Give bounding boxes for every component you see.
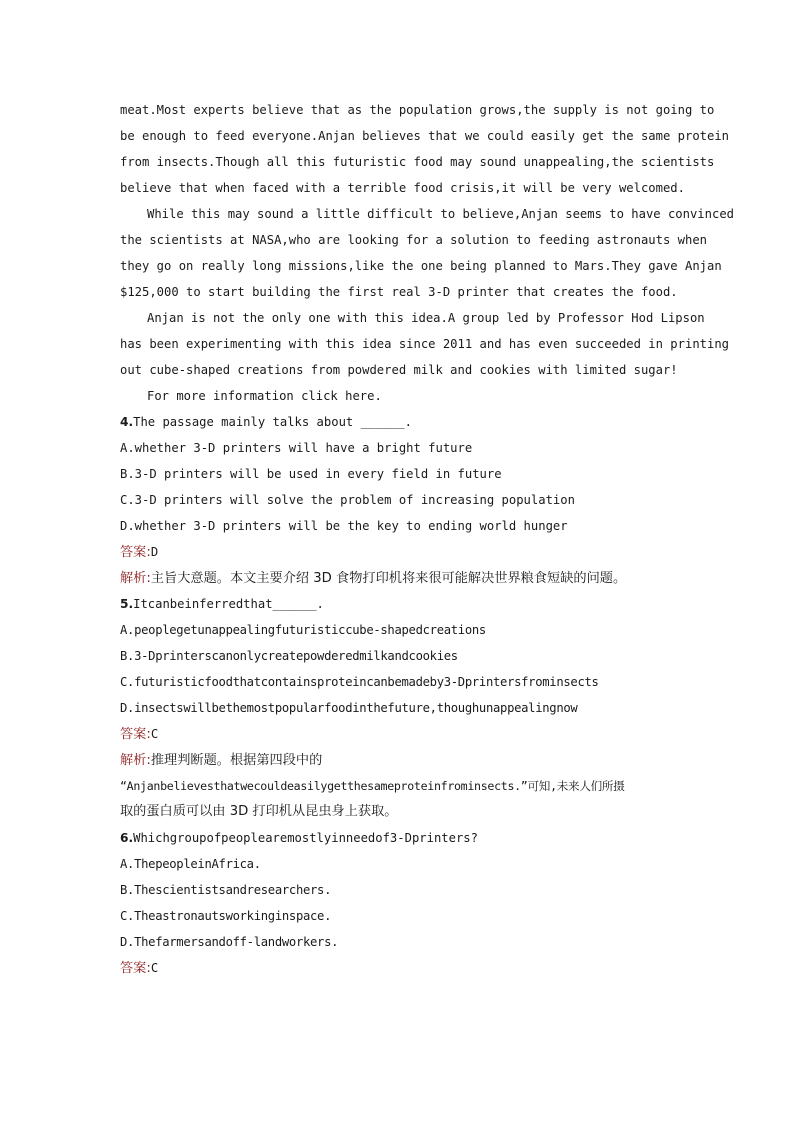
- answer-label: 答案:: [120, 545, 151, 560]
- passage-line: believe that when faced with a terrible food crisis,it will be very welcomed.: [120, 181, 685, 195]
- passage-line: the scientists at NASA,who are looking for a solution to feeding astronauts when: [120, 233, 707, 247]
- question-number: 4.: [120, 415, 134, 429]
- question-4: [120, 409, 676, 435]
- question-number: 6.: [120, 831, 134, 845]
- option-c: C.Theastronautsworkinginspace.: [120, 909, 332, 923]
- passage-line: While this may sound a little difficult to believe,Anjan seems to have convinced: [147, 207, 734, 221]
- analysis-text: 推理判断题。根据第四段中的: [150, 753, 323, 768]
- option-b: B.3-D printers will be used in every field in future: [120, 467, 502, 481]
- document-page: [120, 97, 734, 981]
- answer-line: [120, 955, 676, 981]
- option-a: A.peoplegetunappealingfuturisticcube-shapedcreations: [120, 623, 486, 637]
- option-d: D.whether 3-D printers will be the key to ending world hunger: [120, 519, 568, 533]
- passage-line: has been experimenting with this idea since 2011 and has even succeeded in printing: [120, 337, 730, 351]
- passage-line: out cube-shaped creations from powdered milk and cookies with limited sugar!: [120, 363, 678, 377]
- passage-line: be enough to feed everyone.Anjan believes that we could easily get the same protein: [120, 129, 730, 143]
- option-c: C.futuristicfoodthatcontainsproteincanbemadeby3-Dprintersfrominsects: [120, 675, 599, 689]
- question-number: 5.: [120, 597, 134, 611]
- option-b: B.3-Dprinterscanonlycreatepowderedmilkandcookies: [120, 649, 458, 663]
- passage-link-line: For more information click here.: [147, 389, 382, 403]
- answer-value: C: [150, 961, 159, 975]
- option-d: D.Thefarmersandoff-landworkers.: [120, 935, 339, 949]
- analysis-text: 主旨大意题。本文主要介绍 3D 食物打印机将来很可能解决世界粮食短缺的问题。: [150, 571, 627, 586]
- analysis-line-2: “Anjanbelievesthatwecouldeasilygetthesameproteinfrominsects.”可知,未来人们所摄: [120, 779, 625, 793]
- question-stem: Whichgroupofpeoplearemostlyinneedof3-Dprinters?: [133, 831, 478, 845]
- analysis-line: [120, 565, 676, 591]
- answer-line: [120, 539, 676, 565]
- answer-value: D: [150, 545, 159, 559]
- option-a: A.ThepeopleinAfrica.: [120, 857, 261, 871]
- passage-line: Anjan is not the only one with this idea.A group led by Professor Hod Lipson: [147, 311, 705, 325]
- answer-value: C: [150, 727, 159, 741]
- passage-line: from insects.Though all this futuristic food may sound unappealing,the scientists: [120, 155, 715, 169]
- question-stem: The passage mainly talks about ______.: [133, 415, 412, 429]
- passage-line: $125,000 to start building the first real 3-D printer that creates the food.: [120, 285, 678, 299]
- question-stem: Itcanbeinferredthat______.: [133, 597, 324, 611]
- question-6: [120, 825, 676, 851]
- answer-line: [120, 721, 676, 747]
- passage-line: they go on really long missions,like the one being planned to Mars.They gave Anjan: [120, 259, 722, 273]
- analysis-label: 解析:: [120, 571, 151, 586]
- option-d: D.insectswillbethemostpopularfoodinthefuture,thoughunappealingnow: [120, 701, 578, 715]
- answer-label: 答案:: [120, 727, 151, 742]
- passage-line: meat.Most experts believe that as the population grows,the supply is not going to: [120, 103, 715, 117]
- question-5: [120, 591, 676, 617]
- option-c: C.3-D printers will solve the problem of increasing population: [120, 493, 575, 507]
- answer-label: 答案:: [120, 961, 151, 976]
- option-b: B.Thescientistsandresearchers.: [120, 883, 332, 897]
- option-a: A.whether 3-D printers will have a bright future: [120, 441, 473, 455]
- analysis-line-3: 取的蛋白质可以由 3D 打印机从昆虫身上获取。: [120, 804, 398, 819]
- analysis-label: 解析:: [120, 753, 151, 768]
- analysis-line: [120, 747, 676, 773]
